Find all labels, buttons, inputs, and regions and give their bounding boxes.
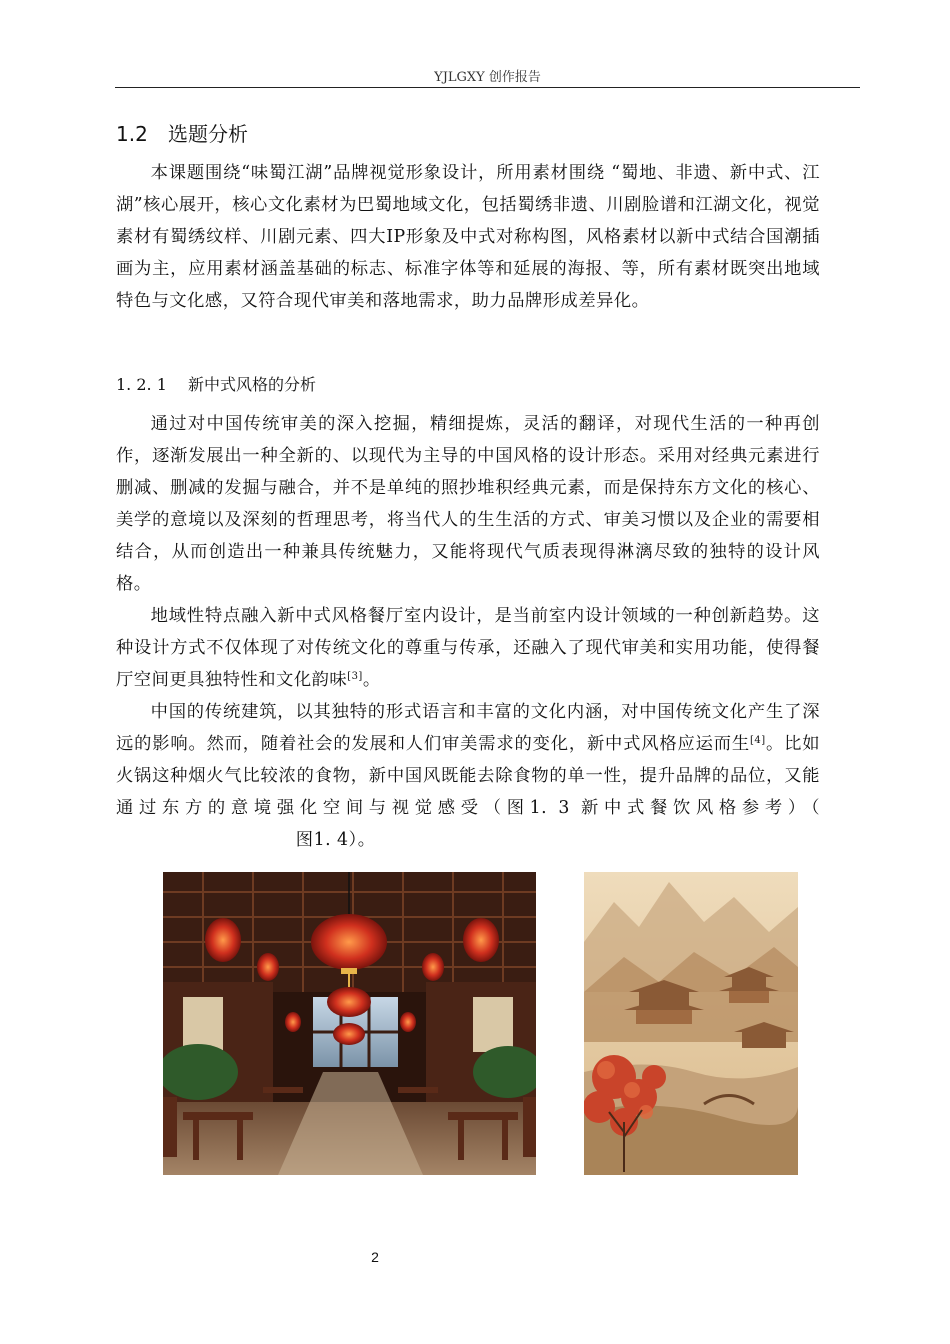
section-title: 选题分析 — [168, 122, 248, 146]
subsection-title: 新中式风格的分析 — [188, 375, 317, 394]
restaurant-interior-image — [163, 872, 536, 1175]
running-header: YJLGXY 创作报告 — [434, 70, 541, 85]
guochao-landscape-image — [584, 872, 798, 1175]
paragraph-3-gap — [116, 830, 296, 850]
paragraph-3-text: 中国的传统建筑，以其独特的形式语言和丰富的文化内涵，对中国传统文化产生了深远的影响。然而，随着社会的发展和人们审美需求的变化，新中式风格应运而生 — [116, 702, 820, 754]
citation-3[interactable]: [3] — [347, 671, 363, 682]
paragraph-2-text: 地域性特点融入新中式风格餐厅室内设计，是当前室内设计领域的一种创新趋势。这种设计方式不仅体现了对传统文化的尊重与传承，还融入了现代审美和实用功能，使得餐厅空间更具独特性和文化韵味 — [116, 606, 820, 690]
header-rule — [115, 87, 860, 88]
paragraph-2 — [116, 600, 820, 696]
page-number: 2 — [371, 1249, 379, 1265]
subsection-heading — [116, 372, 316, 395]
subsection-number: 1. 2. 1 — [116, 375, 167, 394]
paragraph-3 — [116, 696, 820, 856]
paragraph-1: 通过对中国传统审美的深入挖掘，精细提炼，灵活的翻译，对现代生活的一种再创作，逐渐发展出一种全新的、以现代为主导的中国风格的设计形态。采用对经典元素进行删减、删减的发掘与融合，并不是单纯的照抄堆积经典元素，而是保持东方文化的核心、美学的意境以及深刻的哲理思考，将当代人的生生活的方式、审美习惯以及企业的需要相结合，从而创造出一种兼具传统魅力，又能将现代气质表现得淋漓尽致的独特的设计风格。 — [116, 414, 820, 594]
citation-4[interactable]: [4] — [749, 735, 766, 746]
section-heading — [116, 118, 248, 147]
paragraph-3-continued: 。比如火锅这种烟火气比较浓的食物，新中国风既能去除食物的单一性，提升品牌的品位，又能通过东方的意境强化空间与视觉感受（图1. 3 新中式餐饮风格参考）（ — [116, 734, 820, 818]
section-paragraph: 本课题围绕“味蜀江湖”品牌视觉形象设计，所用素材围绕 “蜀地、非遗、新中式、江湖”核心展开，核心文化素材为巴蜀地域文化，包括蜀绣非遗、川剧脸谱和江湖文化，视觉素材有蜀绣纹样、川剧元素、四大IP形象及中式对称构图，风格素材以新中式结合国潮插画为主，应用素材涵盖基础的标志、标准字体等和延展的海报、等，所有素材既突出地域特色与文化感，又符合现代审美和落地需求，助力品牌形成差异化。 — [116, 163, 820, 311]
paragraph-3-figure-ref: 图1. 4）。 — [295, 830, 376, 850]
paragraph-2-end: 。 — [362, 670, 381, 690]
section-number: 1.2 — [116, 122, 148, 146]
